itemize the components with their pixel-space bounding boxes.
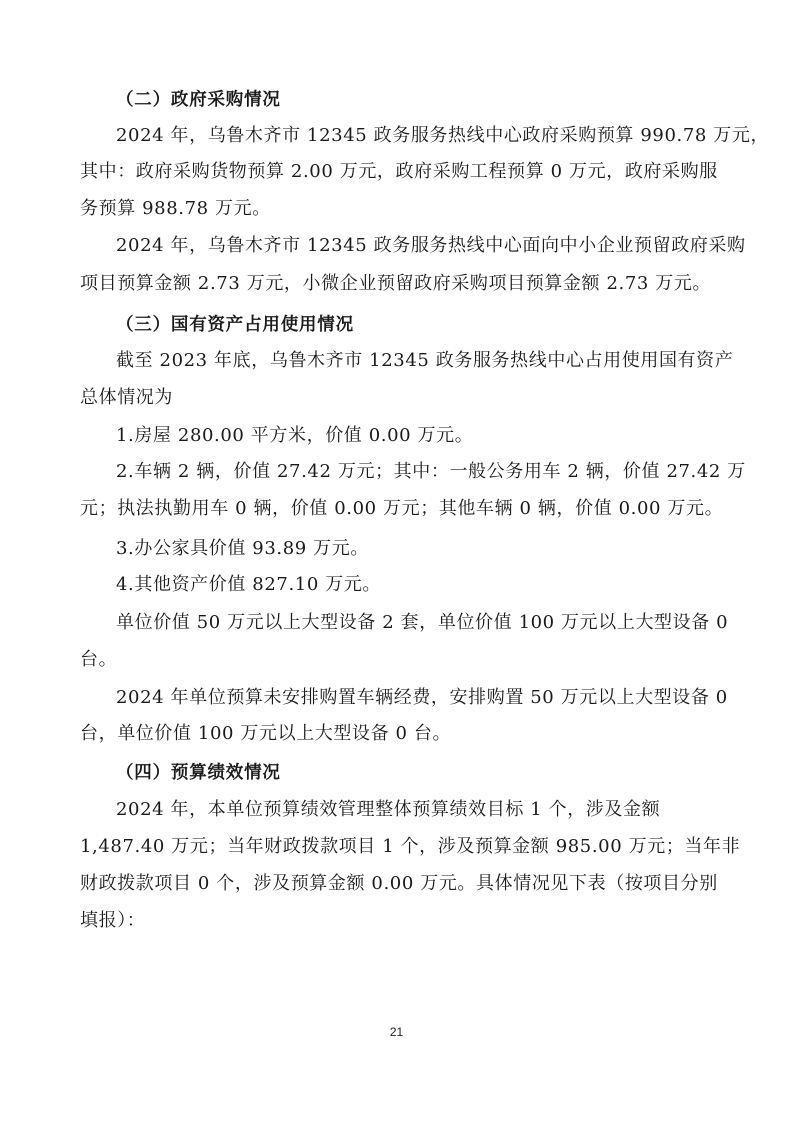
paragraph-line: 台。 bbox=[80, 649, 118, 670]
paragraph-line: 1,487.40 万元；当年财政拨款项目 1 个，涉及预算金额 985.00 万元；当年非 bbox=[80, 836, 741, 857]
page-number: 21 bbox=[389, 1025, 404, 1039]
paragraph-line: 2024 年，乌鲁木齐市 12345 政务服务热线中心政府采购预算 990.78 万元， bbox=[116, 125, 770, 146]
paragraph-line: 2024 年，本单位预算绩效管理整体预算绩效目标 1 个，涉及金额 bbox=[116, 799, 661, 820]
paragraph-line: 2024 年，乌鲁木齐市 12345 政务服务热线中心面向中小企业预留政府采购 bbox=[116, 235, 746, 256]
list-item: 4.其他资产价值 827.10 万元。 bbox=[116, 574, 381, 595]
paragraph-line: 务预算 988.78 万元。 bbox=[80, 198, 271, 219]
paragraph-line: 截至 2023 年底，乌鲁木齐市 12345 政务服务热线中心占用使用国有资产 bbox=[116, 350, 734, 371]
list-item: 1.房屋 280.00 平方米，价值 0.00 万元。 bbox=[116, 425, 474, 446]
paragraph-line: 2024 年单位预算未安排购置车辆经费，安排购置 50 万元以上大型设备 0 bbox=[116, 687, 728, 708]
section-heading-procurement: （二）政府采购情况 bbox=[116, 90, 281, 110]
paragraph-line: 台，单位价值 100 万元以上大型设备 0 台。 bbox=[80, 723, 452, 744]
paragraph-line: 其中：政府采购货物预算 2.00 万元，政府采购工程预算 0 万元，政府采购服 bbox=[80, 161, 718, 182]
paragraph-line: 财政拨款项目 0 个，涉及预算金额 0.00 万元。具体情况见下表（按项目分别 bbox=[80, 873, 718, 894]
paragraph-line: 填报）： bbox=[80, 910, 146, 931]
section-heading-performance: （四）预算绩效情况 bbox=[116, 763, 281, 783]
section-heading-assets: （三）国有资产占用使用情况 bbox=[116, 315, 354, 335]
paragraph-line: 项目预算金额 2.73 万元，小微企业预留政府采购项目预算金额 2.73 万元。 bbox=[80, 273, 712, 294]
list-item: 3.办公家具价值 93.89 万元。 bbox=[116, 538, 369, 559]
list-item-continuation: 元；执法执勤用车 0 辆，价值 0.00 万元；其他车辆 0 辆，价值 0.00 万元。 bbox=[80, 498, 724, 519]
list-item: 2.车辆 2 辆，价值 27.42 万元；其中：一般公务用车 2 辆，价值 27.42 万 bbox=[116, 461, 746, 482]
paragraph-line: 单位价值 50 万元以上大型设备 2 套，单位价值 100 万元以上大型设备 0 bbox=[116, 612, 729, 633]
paragraph-line: 总体情况为 bbox=[80, 387, 173, 408]
